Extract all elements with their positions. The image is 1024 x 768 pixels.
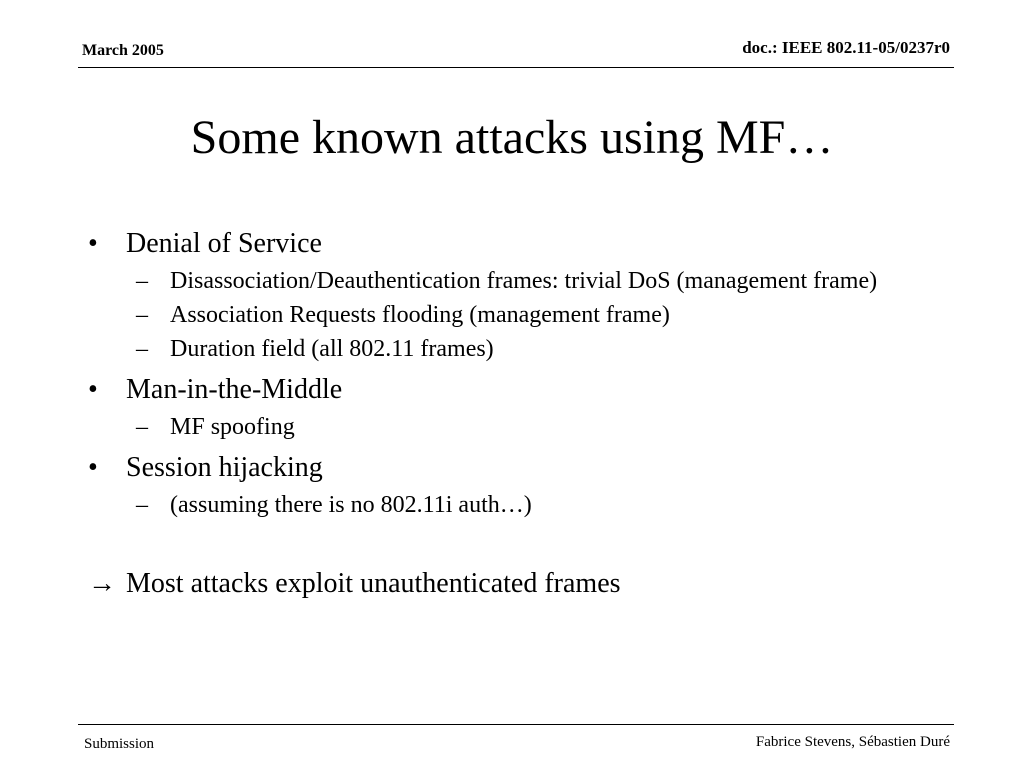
footer-submission: Submission <box>84 736 155 752</box>
bullet-denial-of-service <box>88 226 948 262</box>
bullet-marker: • <box>88 228 98 259</box>
footer-authors: Fabrice Stevens, Sébastien Duré <box>755 734 950 750</box>
header-divider <box>78 67 954 68</box>
footer-divider <box>78 724 954 725</box>
slide-title: Some known attacks using MF… <box>190 111 834 164</box>
header-doc-id: doc.: IEEE 802.11-05/0237r0 <box>742 38 950 57</box>
sub-bullet-text: MF spoofing <box>170 414 295 440</box>
dash-marker: – <box>136 492 148 518</box>
conclusion <box>88 566 948 602</box>
header-date: March 2005 <box>82 42 164 59</box>
sub-bullet-association-flooding <box>88 300 948 330</box>
sub-bullet-text: Disassociation/Deauthentication frames: trivial DoS (management frame) <box>170 268 878 294</box>
dash-marker: – <box>136 336 148 362</box>
bullet-marker: • <box>88 452 98 483</box>
sub-bullet-no-80211i <box>88 490 948 520</box>
sub-bullet-disassociation <box>88 266 948 296</box>
sub-bullet-mf-spoofing <box>88 412 948 442</box>
bullet-text: Denial of Service <box>126 228 322 259</box>
dash-marker: – <box>136 268 148 294</box>
sub-bullet-text: Association Requests flooding (management frame) <box>170 302 670 328</box>
spacer <box>88 520 948 566</box>
sub-bullet-text: (assuming there is no 802.11i auth…) <box>170 492 532 518</box>
sub-bullet-text: Duration field (all 802.11 frames) <box>170 336 494 362</box>
sub-bullet-duration-field <box>88 334 948 364</box>
dash-marker: – <box>136 414 148 440</box>
arrow-right-icon: → <box>88 568 116 599</box>
bullet-text: Man-in-the-Middle <box>126 374 343 405</box>
dash-marker: – <box>136 302 148 328</box>
conclusion-text: Most attacks exploit unauthenticated frames <box>126 568 621 599</box>
bullet-text: Session hijacking <box>126 452 323 483</box>
bullet-marker: • <box>88 374 98 405</box>
bullet-man-in-the-middle <box>88 372 948 408</box>
slide-body <box>88 226 948 602</box>
bullet-session-hijacking <box>88 450 948 486</box>
